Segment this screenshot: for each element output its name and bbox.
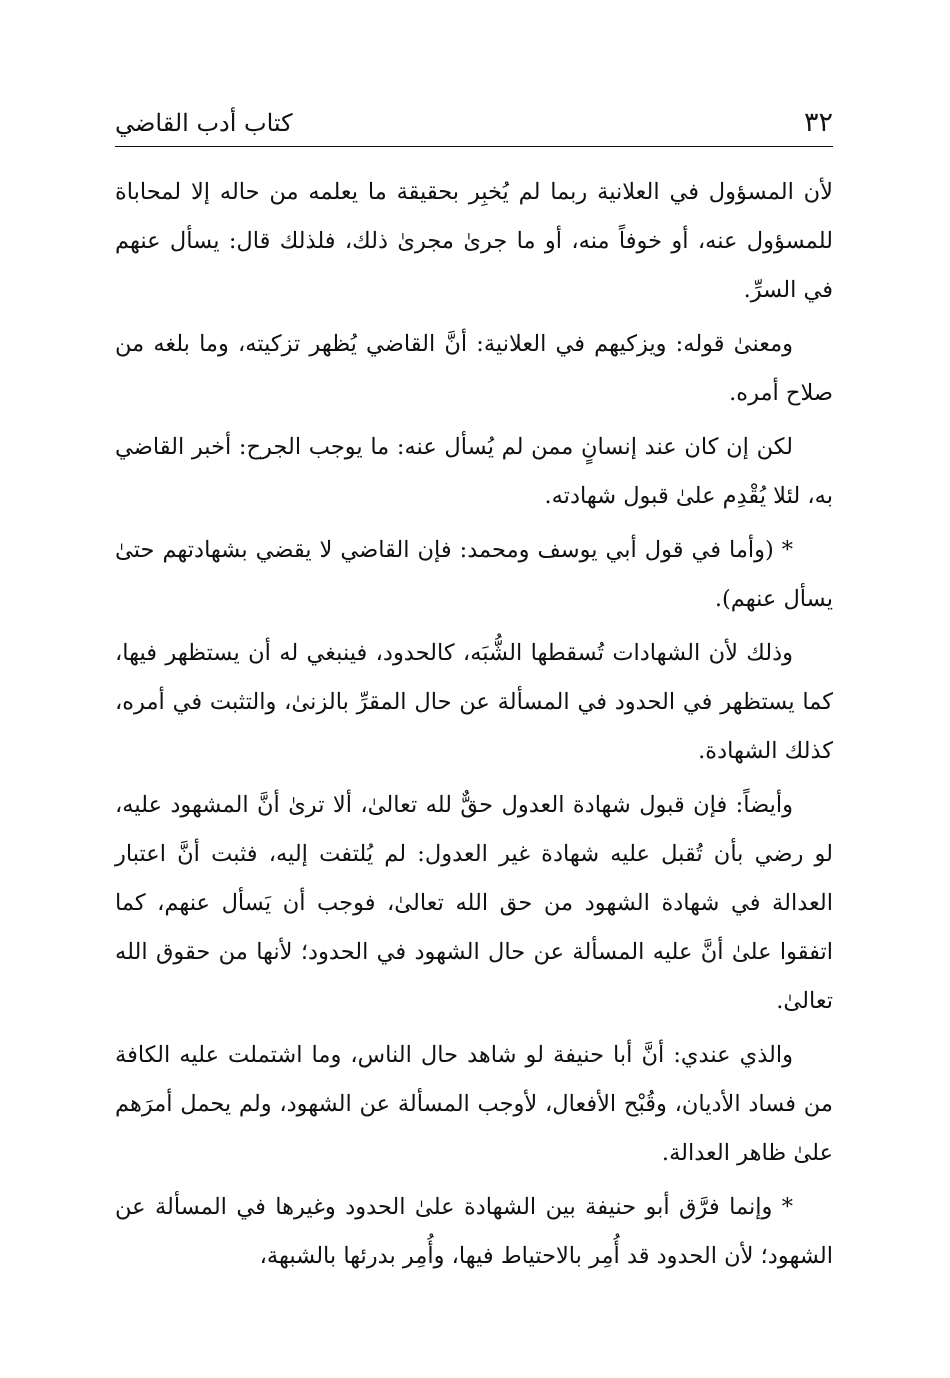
body-text <box>115 168 833 1286</box>
page-header <box>115 96 833 144</box>
header-rule <box>115 146 833 147</box>
running-title: كتاب أدب القاضي <box>115 109 293 137</box>
paragraph: لكن إن كان عند إنسانٍ ممن لم يُسأل عنه: ما يوجب الجرح: أخبر القاضي به، لئلا يُقْدِم علىٰ قبول شهادته. <box>115 434 833 509</box>
paragraph: لأن المسؤول في العلانية ربما لم يُخبِر بحقيقة ما يعلمه من حاله إلا لمحاباة للمسؤول عنه، أو خوفاً منه، أو ما جرىٰ مجرىٰ ذلك، فلذلك قال: يسأل عنهم في السرِّ. <box>115 179 833 303</box>
page-number: ٣٢ <box>803 107 833 138</box>
paragraph: ومعنىٰ قوله: ويزكيهم في العلانية: أنَّ القاضي يُظهر تزكيته، وما بلغه من صلاح أمره. <box>115 331 833 406</box>
paragraph: * وإنما فرَّق أبو حنيفة بين الشهادة علىٰ الحدود وغيرها في المسألة عن الشهود؛ لأن الحدود قد أُمِر بالاحتياط فيها، وأُمِر بدرئها بالشبهة، <box>115 1194 833 1269</box>
paragraph: وذلك لأن الشهادات تُسقطها الشُّبَه، كالحدود، فينبغي له أن يستظهر فيها، كما يستظهر في الحدود في المسألة عن حال المقرِّ بالزنىٰ، والتثبت في أمره، كذلك الشهادة. <box>115 640 833 764</box>
paragraph: وأيضاً: فإن قبول شهادة العدول حقٌّ لله تعالىٰ، ألا ترىٰ أنَّ المشهود عليه، لو رضي بأن تُقبل عليه شهادة غير العدول: لم يُلتفت إليه، فثبت أنَّ اعتبار العدالة في شهادة الشهود من حق الله تعالىٰ، فوجب أن يَسأل عنهم، كما اتفقوا علىٰ أنَّ عليه المسألة عن حال الشهود في الحدود؛ لأنها من حقوق الله تعالىٰ. <box>115 792 833 1014</box>
paragraph: * (وأما في قول أبي يوسف ومحمد: فإن القاضي لا يقضي بشهادتهم حتىٰ يسأل عنهم). <box>115 537 833 612</box>
paragraph: والذي عندي: أنَّ أبا حنيفة لو شاهد حال الناس، وما اشتملت عليه الكافة من فساد الأديان، وقُبْح الأفعال، لأوجب المسألة عن الشهود، ولم يحمل أمرَهم علىٰ ظاهر العدالة. <box>115 1042 833 1166</box>
